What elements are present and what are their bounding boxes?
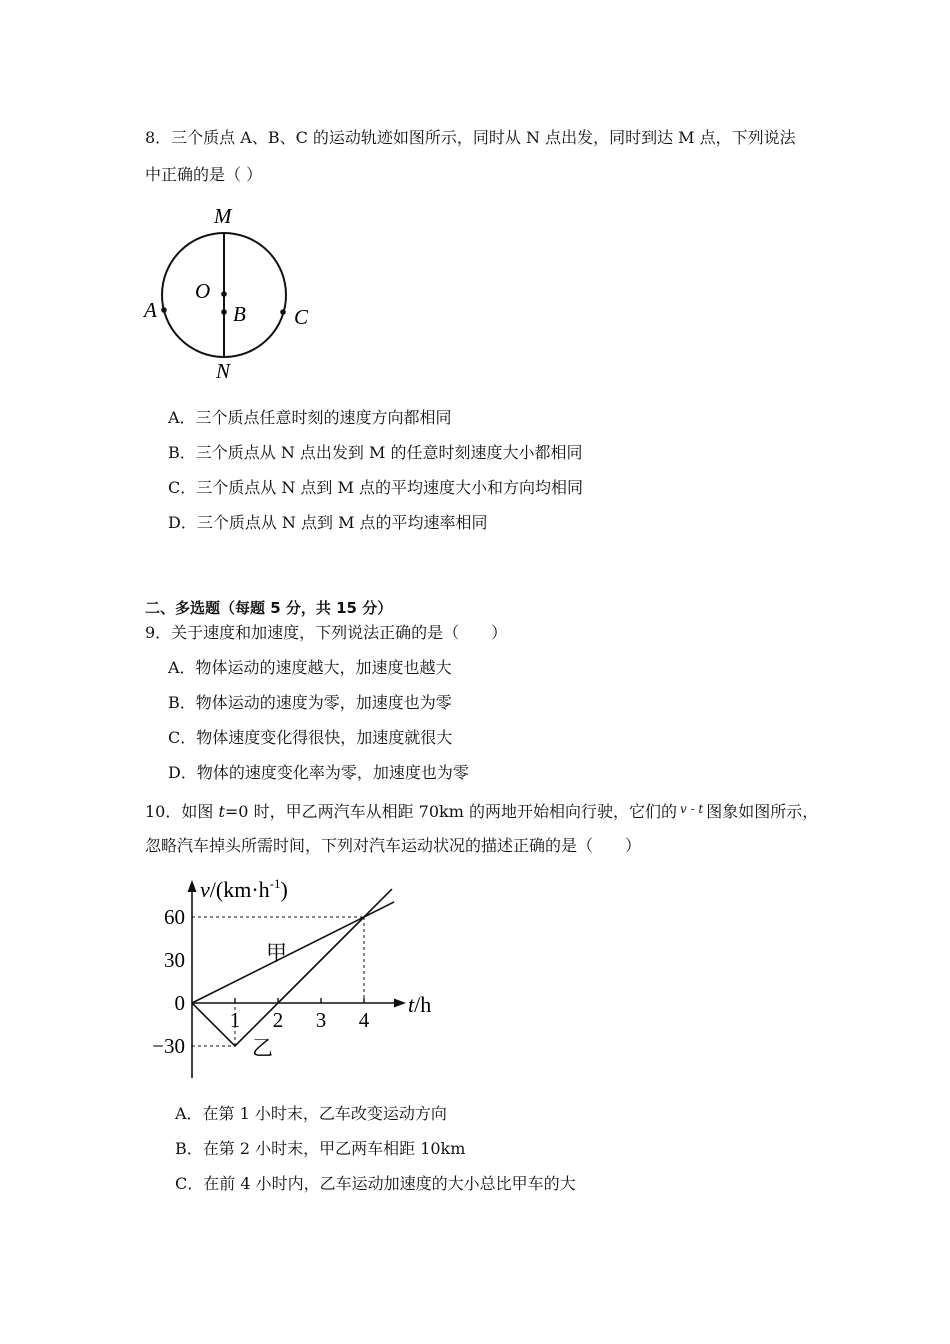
q10-option-a: A．在第 1 小时末，乙车改变运动方向	[175, 1104, 447, 1123]
q10-stem-part1: 10．如图	[145, 802, 219, 821]
y-axis-label	[200, 876, 288, 902]
y-axis-label-unit: /(km·h	[209, 877, 270, 902]
q10-option-b: B．在第 2 小时末，甲乙两车相距 10km	[175, 1139, 466, 1158]
q10-stem-line2: 忽略汽车掉头所需时间，下列对汽车运动状况的描述正确的是（ ）	[145, 836, 642, 855]
q8-option-c: C．三个质点从 N 点到 M 点的平均速度大小和方向均相同	[168, 478, 583, 497]
label-b: B	[233, 302, 246, 326]
q10-stem-vt: v - t	[679, 802, 704, 816]
label-n: N	[216, 359, 231, 383]
y-axis-label-v: v	[200, 877, 210, 902]
y-axis-arrow	[188, 880, 197, 892]
point-o-dot	[221, 291, 227, 297]
label-o: O	[195, 279, 211, 303]
q9-option-a: A．物体运动的速度越大，加速度也越大	[168, 658, 452, 677]
x-tick-label: 4	[358, 1008, 370, 1032]
q8-option-b: B．三个质点从 N 点出发到 M 的任意时刻速度大小都相同	[168, 443, 583, 462]
y-axis-label-close: )	[280, 877, 288, 902]
q9-stem: 9．关于速度和加速度，下列说法正确的是（ ）	[145, 623, 508, 642]
label-m: M	[214, 204, 232, 228]
q9-option-d: D．物体的速度变化率为零，加速度也为零	[168, 763, 469, 782]
x-axis-label-t: t	[408, 992, 415, 1017]
q8-stem-line2: 中正确的是（ ）	[145, 165, 263, 184]
x-tick-label: 2	[272, 1008, 284, 1032]
x-axis-arrow	[394, 999, 406, 1008]
x-axis-label-unit: /h	[414, 992, 432, 1017]
q10-stem-line1	[145, 799, 818, 822]
q10-stem-part2: =0 时，甲乙两汽车从相距 70km 的两地开始相向行驶，它们的	[224, 802, 677, 821]
section-title: 二、多选题（每题 5 分，共 15 分）	[145, 599, 393, 617]
point-b-dot	[221, 309, 227, 315]
y-axis-label-exp: -1	[269, 876, 281, 891]
x-axis-label	[408, 992, 431, 1017]
q10-option-c: C．在前 4 小时内，乙车运动加速度的大小总比甲车的大	[175, 1174, 576, 1193]
series-jia-label: 甲	[266, 941, 287, 965]
q8-option-a: A．三个质点任意时刻的速度方向都相同	[168, 408, 452, 427]
q10-stem-part3: 图象如图所示，	[706, 802, 819, 821]
x-tick-label: 3	[315, 1008, 327, 1032]
vt-chart	[140, 870, 450, 1085]
point-a-dot	[161, 307, 167, 313]
q8-option-d: D．三个质点从 N 点到 M 点的平均速率相同	[168, 513, 488, 532]
q8-figure	[140, 200, 330, 390]
series-yi-label: 乙	[252, 1036, 273, 1060]
q8-stem-line1: 8．三个质点 A、B、C 的运动轨迹如图所示，同时从 N 点出发，同时到达 M 点，下列说法	[145, 128, 796, 147]
x-tick-label: 1	[229, 1008, 241, 1032]
y-tick-label: 30	[164, 948, 185, 972]
label-c: C	[294, 305, 309, 329]
y-tick-label: −30	[152, 1034, 185, 1058]
q9-option-b: B．物体运动的速度为零，加速度也为零	[168, 693, 452, 712]
q9-option-c: C．物体速度变化得很快，加速度就很大	[168, 728, 453, 747]
y-tick-label: 60	[164, 905, 185, 929]
point-c-dot	[280, 309, 286, 315]
y-tick-label: 0	[174, 991, 185, 1015]
q10-stem-t: t	[218, 802, 225, 821]
label-a: A	[144, 298, 157, 322]
